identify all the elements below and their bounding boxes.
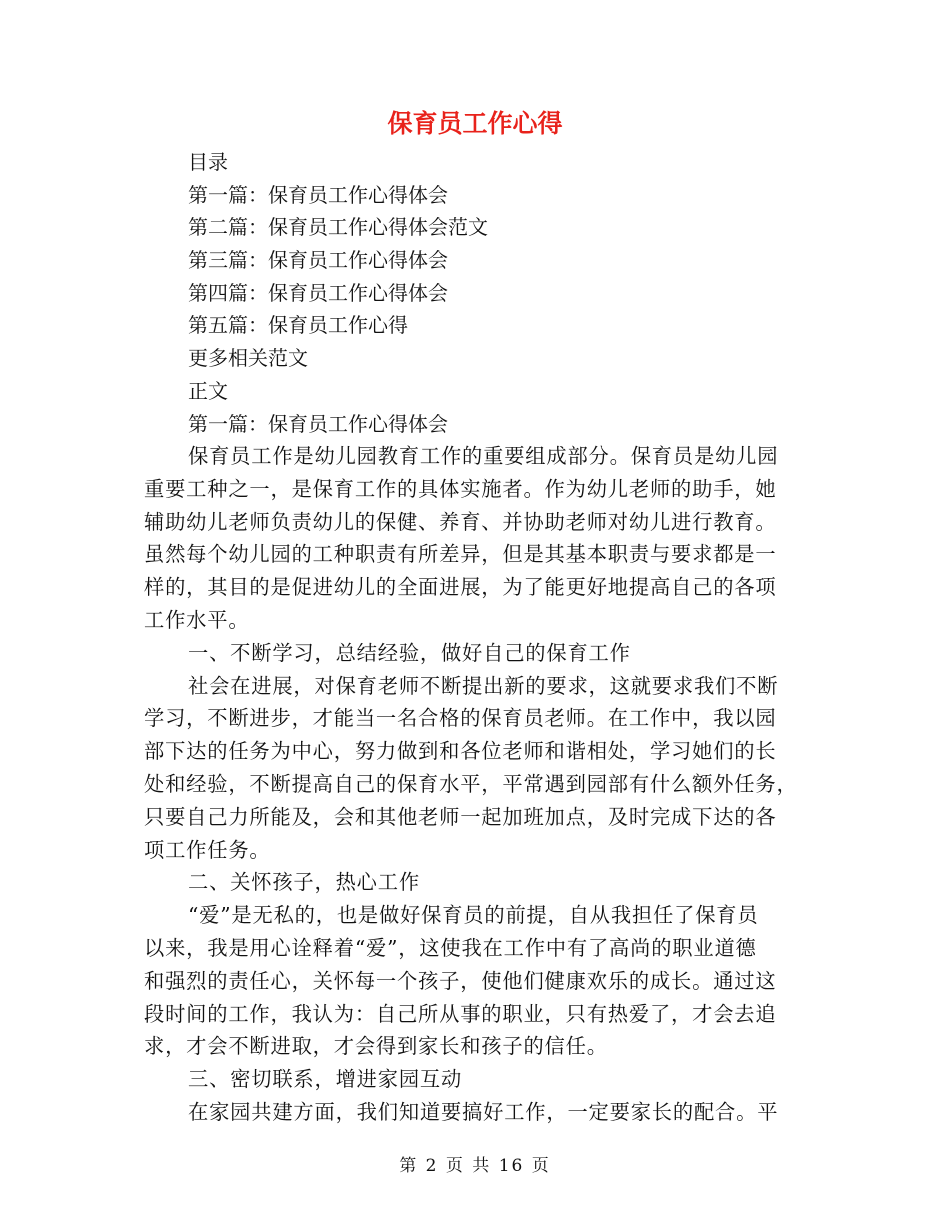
body-paragraph (144, 670, 804, 867)
body-paragraph (144, 1096, 804, 1129)
section-heading: 第一篇：保育员工作心得体会 (188, 411, 448, 436)
page-footer: 第 2 页 共 16 页 (399, 1156, 551, 1176)
paragraph-line: 和强烈的责任心，关怀每一个孩子，使他们健康欢乐的成长。通过这 (144, 968, 777, 993)
toc-heading: 目录 (188, 150, 228, 174)
body-paragraph (144, 440, 804, 637)
document-title: 保育员工作心得 (387, 109, 563, 138)
toc-item-2: 第二篇：保育员工作心得体会范文 (188, 215, 488, 240)
paragraph-line: 在家园共建方面，我们知道要搞好工作，一定要家长的配合。平 (188, 1099, 779, 1124)
paragraph-line: 段时间的工作，我认为：自己所从事的职业，只有热爱了，才会去追 (144, 1001, 777, 1026)
paragraph-line: 项工作任务。 (144, 837, 271, 862)
paragraph-line: 三、密切联系，增进家园互动 (188, 1067, 463, 1092)
paragraph-line: 处和经验，不断提高自己的保育水平，平常遇到园部有什么额外任务， (144, 771, 798, 796)
paragraph-line: 二、关怀孩子，热心工作 (188, 870, 420, 895)
paragraph-line: 只要自己力所能及，会和其他老师一起加班加点，及时完成下达的各 (144, 804, 777, 829)
body-paragraph (144, 866, 804, 899)
paragraph-line: 样的，其目的是促进幼儿的全面进展，为了能更好地提高自己的各项 (144, 575, 777, 600)
toc-item-more: 更多相关范文 (188, 346, 308, 371)
toc-item-5: 第五篇：保育员工作心得 (188, 313, 408, 338)
paragraph-line: 虽然每个幼儿园的工种职责有所差异，但是其基本职责与要求都是一 (144, 542, 777, 567)
paragraph-line: 工作水平。 (144, 607, 250, 632)
toc-item-4: 第四篇：保育员工作心得体会 (188, 280, 448, 305)
paragraph-line: 部下达的任务为中心，努力做到和各位老师和谐相处，学习她们的长 (144, 739, 777, 764)
table-of-contents (188, 146, 488, 440)
paragraph-line: 重要工种之一，是保育工作的具体实施者。作为幼儿老师的助手，她 (144, 476, 777, 501)
paragraph-line: 求，才会不断进取，才会得到家长和孩子的信任。 (144, 1034, 608, 1059)
paragraph-line: 保育员工作是幼儿园教育工作的重要组成部分。保育员是幼儿园 (188, 444, 779, 468)
paragraph-line: “爱”是无私的，也是做好保育员的前提，自从我担任了保育员 (188, 903, 759, 928)
body-paragraph (144, 1063, 804, 1096)
body-paragraph (144, 899, 804, 1063)
paragraph-line: 以来，我是用心诠释着“爱”，这使我在工作中有了高尚的职业道德 (144, 935, 757, 960)
document-body (144, 440, 804, 1129)
paragraph-line: 一、不断学习，总结经验，做好自己的保育工作 (188, 640, 631, 665)
body-paragraph (144, 637, 804, 670)
toc-item-1: 第一篇：保育员工作心得体会 (188, 182, 448, 207)
paragraph-line: 辅助幼儿老师负责幼儿的保健、养育、并协助老师对幼儿进行教育。 (144, 509, 777, 534)
paragraph-line: 学习，不断进步，才能当一名合格的保育员老师。在工作中，我以园 (144, 706, 777, 731)
toc-item-3: 第三篇：保育员工作心得体会 (188, 248, 448, 273)
paragraph-line: 社会在进展，对保育老师不断提出新的要求，这就要求我们不断 (188, 673, 779, 698)
body-heading: 正文 (188, 378, 228, 403)
